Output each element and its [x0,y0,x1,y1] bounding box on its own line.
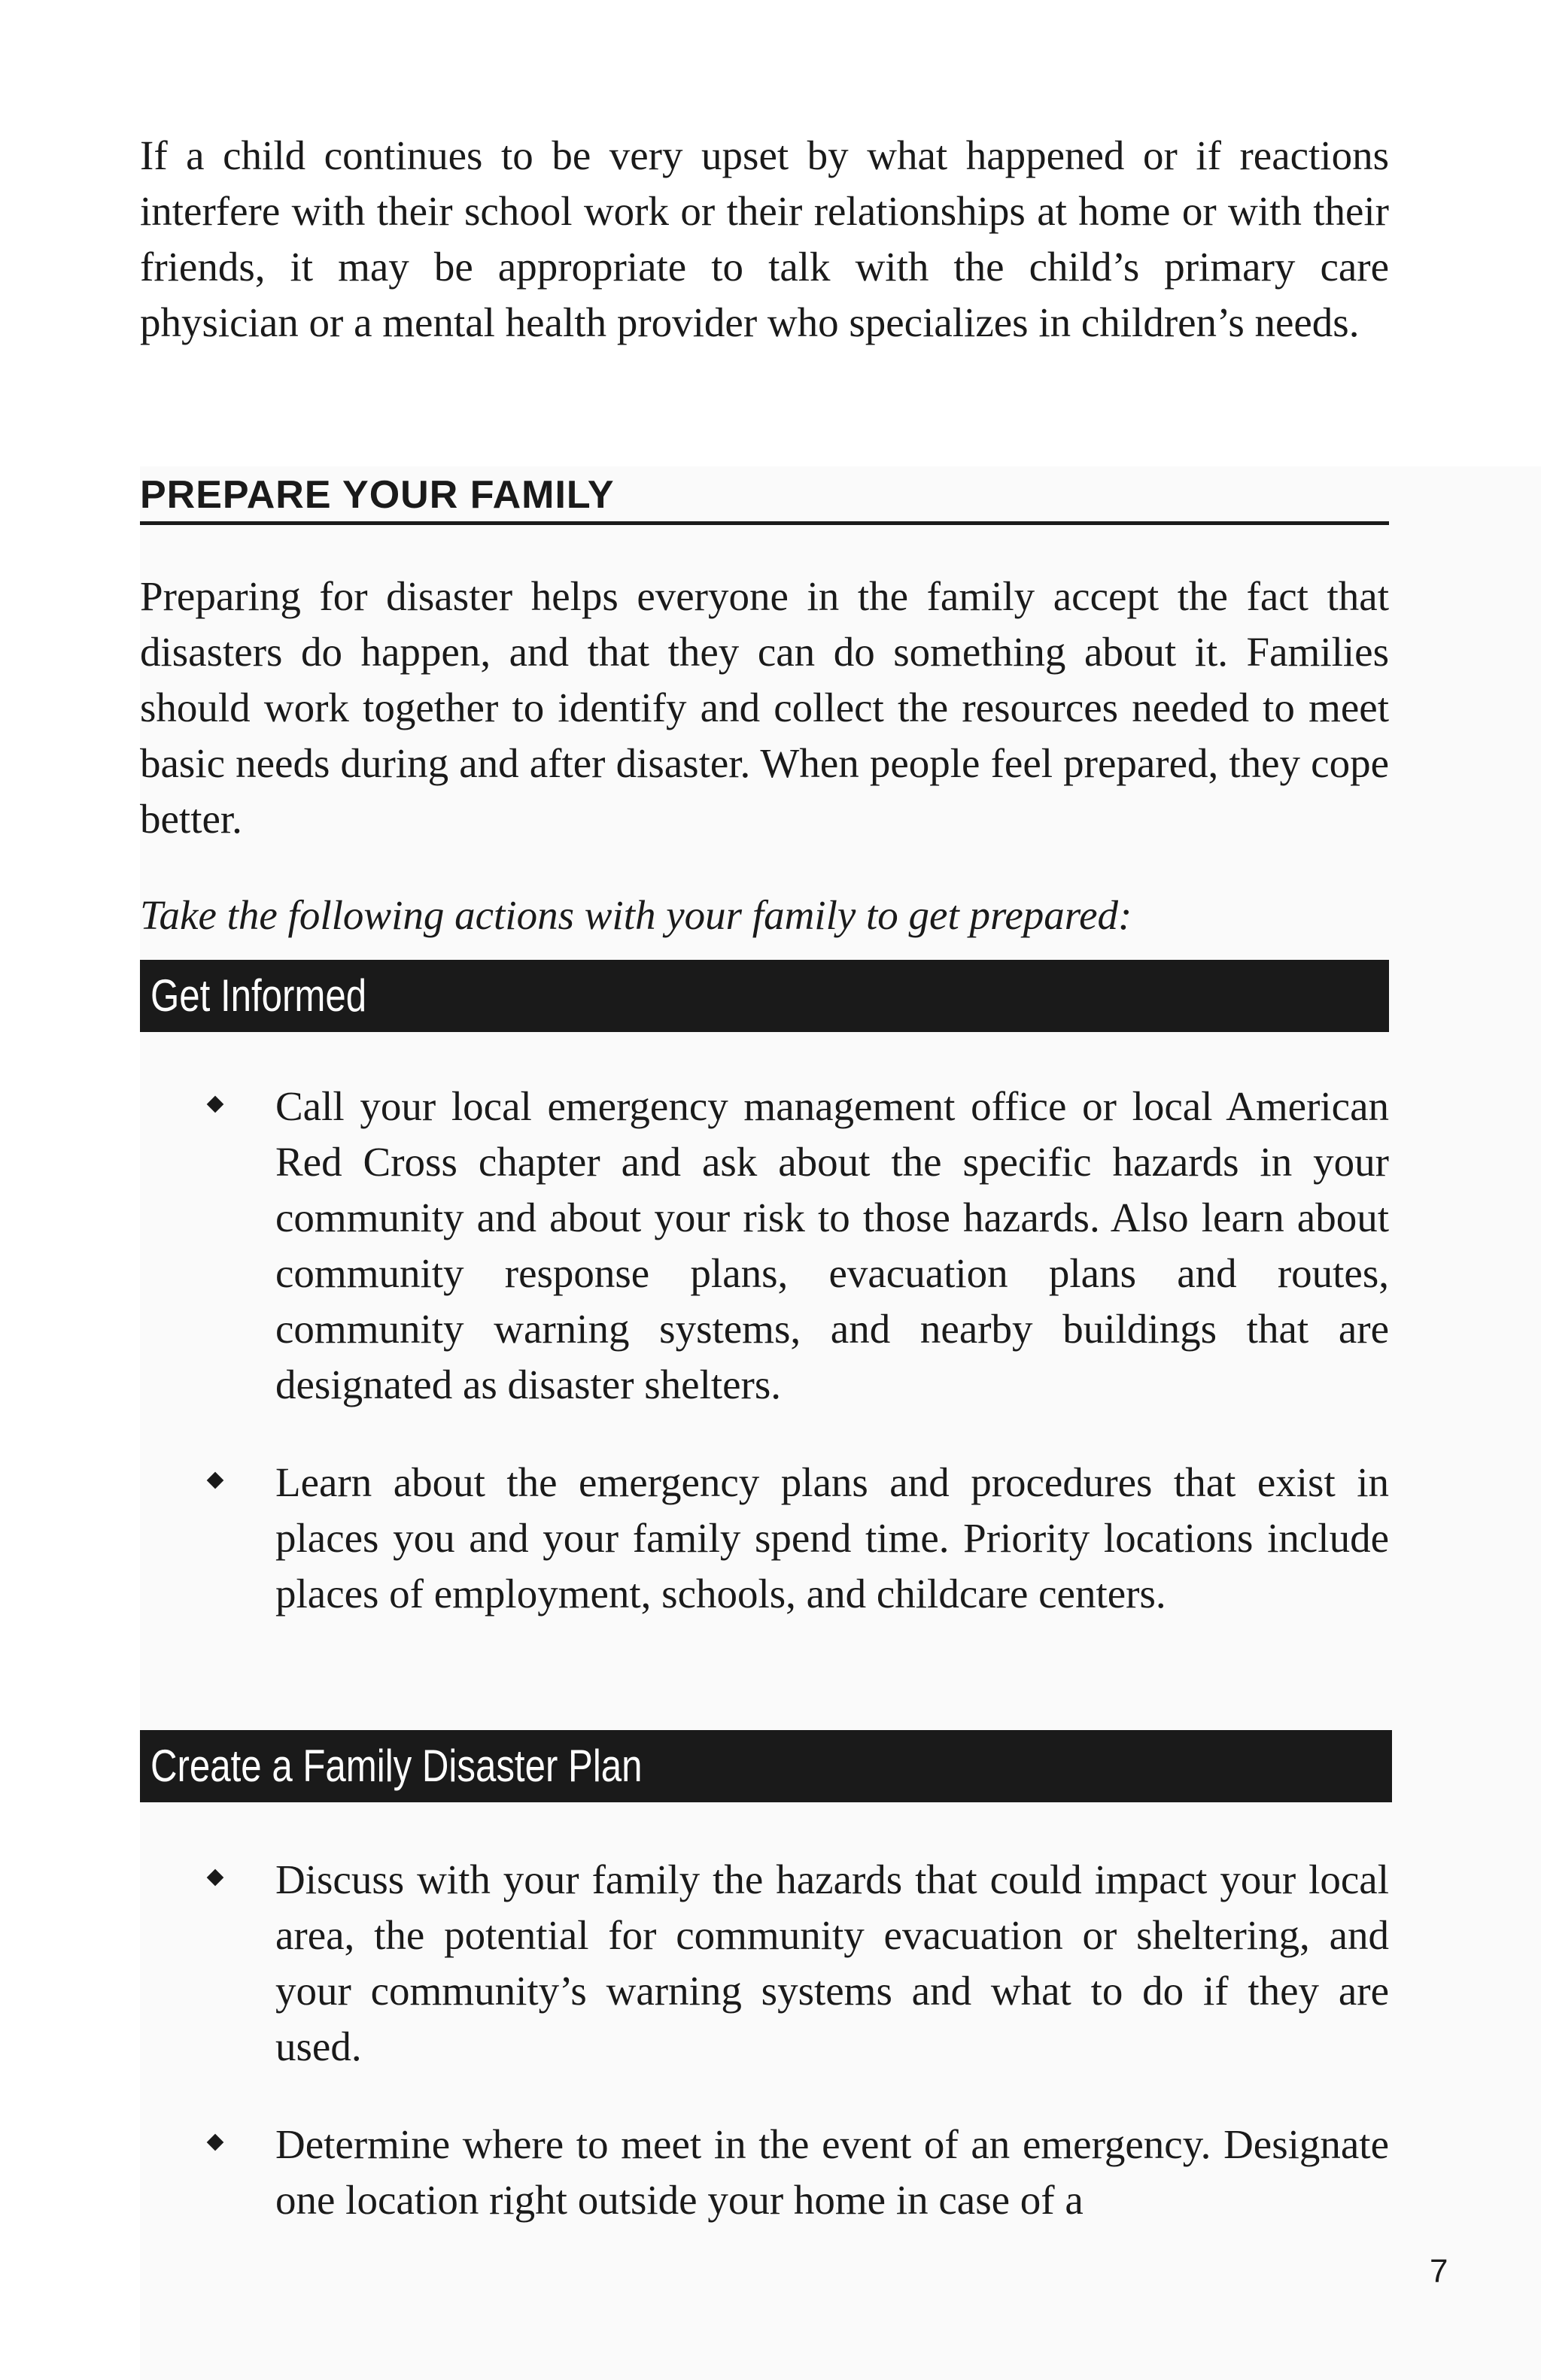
get-informed-list [140,1079,1389,1664]
get-informed-banner [140,960,1389,1032]
lead-sentence: Take the following actions with your family to get prepared: [140,892,1132,938]
list-item-text: Learn about the emergency plans and procedures that exist in places you and your family spend time. Priority locations include places of employment, schools, and childcare centers. [275,1459,1389,1617]
list-item-text: Call your local emergency management office or local American Red Cross chapter and ask about the specific hazards in your community and about your risk to those hazards. Also learn about community response plans, evacuation plans and routes, community warning systems, and nearby buildings that are designated as disaster shelters. [275,1083,1389,1407]
list-item-text: Determine where to meet in the event of an emergency. Designate one location right outside your home in case of a [275,2121,1389,2223]
section-heading [140,465,1389,525]
prepare-paragraph: Preparing for disaster helps everyone in the family accept the fact that disasters do happen, and that they can do something about it. Families should work together to identify and collect the resources needed to meet basic needs during and after disaster. When people feel prepared, they cope better. [140,573,1389,842]
list-item [140,2117,1389,2228]
intro-paragraph: If a child continues to be very upset by what happened or if reactions interfere with their school work or their relationships at home or with their friends, it may be appropriate to talk with the child’s primary care physician or a mental health provider who specializes in children’s needs. [140,132,1389,345]
diamond-bullet-icon [207,1869,224,1887]
diamond-bullet-icon [207,1472,224,1489]
family-plan-list [140,1852,1389,2228]
diamond-bullet-icon [207,2134,224,2151]
list-item [140,1079,1389,1413]
list-item [140,1852,1389,2075]
list-item [140,1455,1389,1622]
family-plan-banner [140,1730,1392,1802]
page-number: 7 [1430,2253,1448,2290]
list-item-text: Discuss with your family the hazards that could impact your local area, the potential for community evacuation or sheltering, and your community’s warning systems and what to do if they are used. [275,1856,1389,2069]
get-informed-title: Get Informed [150,970,367,1021]
section-heading-text: PREPARE YOUR FAMILY [140,473,615,517]
diamond-bullet-icon [207,1096,224,1113]
family-plan-title: Create a Family Disaster Plan [150,1741,643,1791]
